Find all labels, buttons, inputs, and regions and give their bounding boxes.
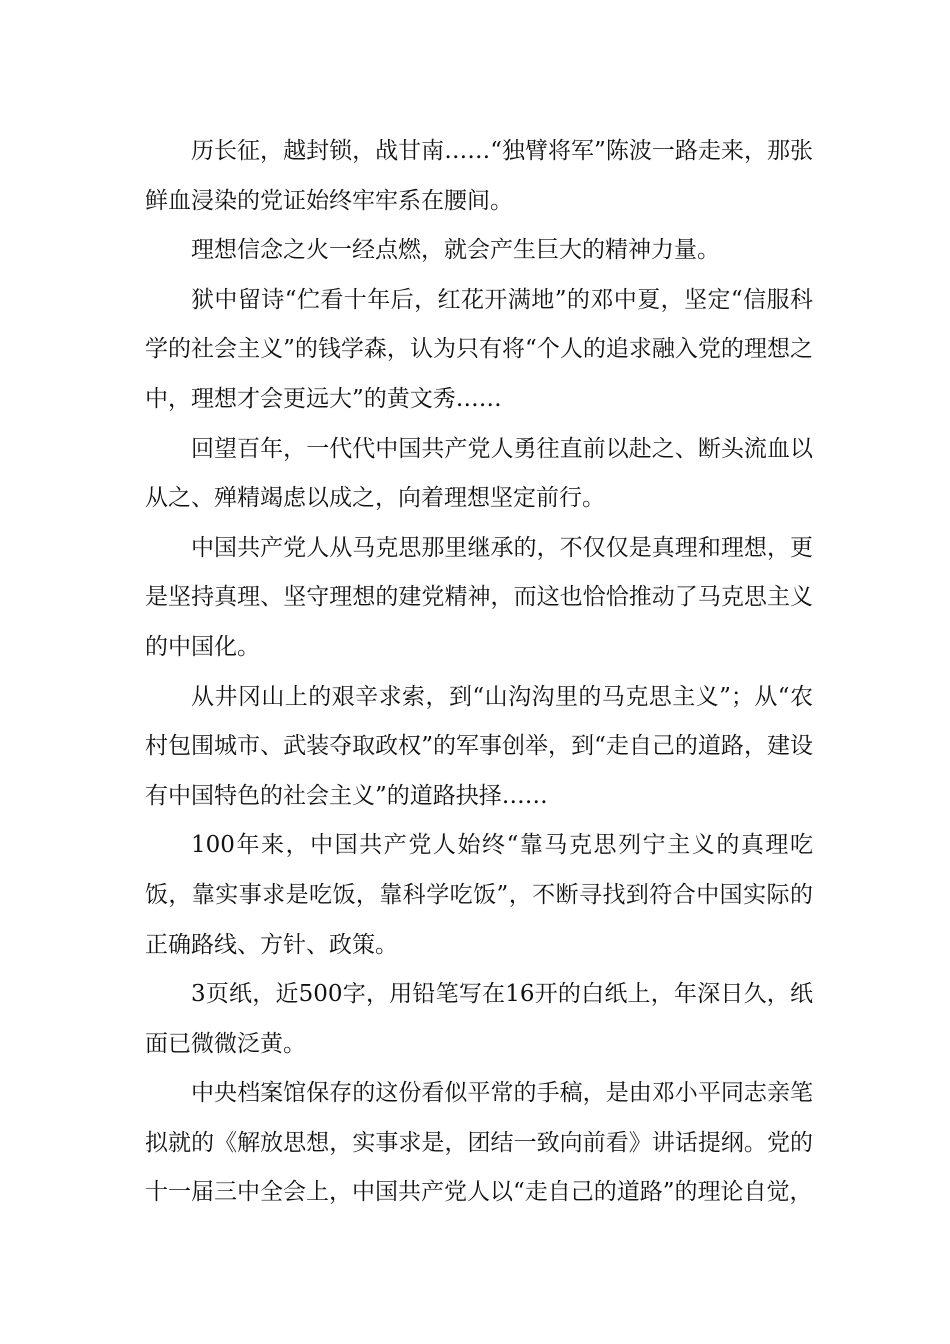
- paragraph-4: 回望百年，一代代中国共产党人勇往直前以赴之、断头流血以从之、殚精竭虑以成之，向着理想坚定前行。: [145, 435, 813, 512]
- document-page: [145, 127, 813, 1218]
- paragraph-1: 历长征，越封锁，战甘南……“独臂将军”陈波一路走来，那张鲜血浸染的党证始终牢牢系在腰间。: [145, 138, 813, 214]
- paragraph-8: 3页纸，近500字，用铅笔写在16开的白纸上，年深日久，纸面已微微泛黄。: [145, 981, 813, 1057]
- paragraph-7: 100年来，中国共产党人始终“靠马克思列宁主义的真理吃饭，靠实事求是吃饭，靠科学吃饭”，不断寻找到符合中国实际的正确路线、方针、政策。: [145, 832, 813, 958]
- paragraph-6: 从井冈山上的艰辛求索，到“山沟沟里的马克思主义”；从“农村包围城市、武装夺取政权”的军事创举，到“走自己的道路，建设有中国特色的社会主义”的道路抉择……: [145, 683, 813, 809]
- paragraph-5: 中国共产党人从马克思那里继承的，不仅仅是真理和理想，更是坚持真理、坚守理想的建党精神，而这也恰恰推动了马克思主义的中国化。: [145, 534, 813, 660]
- paragraph-9: 中央档案馆保存的这份看似平常的手稿，是由邓小平同志亲笔拟就的《解放思想，实事求是，团结一致向前看》讲话提纲。党的十一届三中全会上，中国共产党人以“走自己的道路”的理论自觉，: [145, 1080, 813, 1206]
- paragraph-2: 理想信念之火一经点燃，就会产生巨大的精神力量。: [191, 237, 720, 264]
- paragraph-3: 狱中留诗“伫看十年后，红花开满地”的邓中夏，坚定“信服科学的社会主义”的钱学森，认为只有将“个人的追求融入党的理想之中，理想才会更远大”的黄文秀……: [145, 286, 813, 412]
